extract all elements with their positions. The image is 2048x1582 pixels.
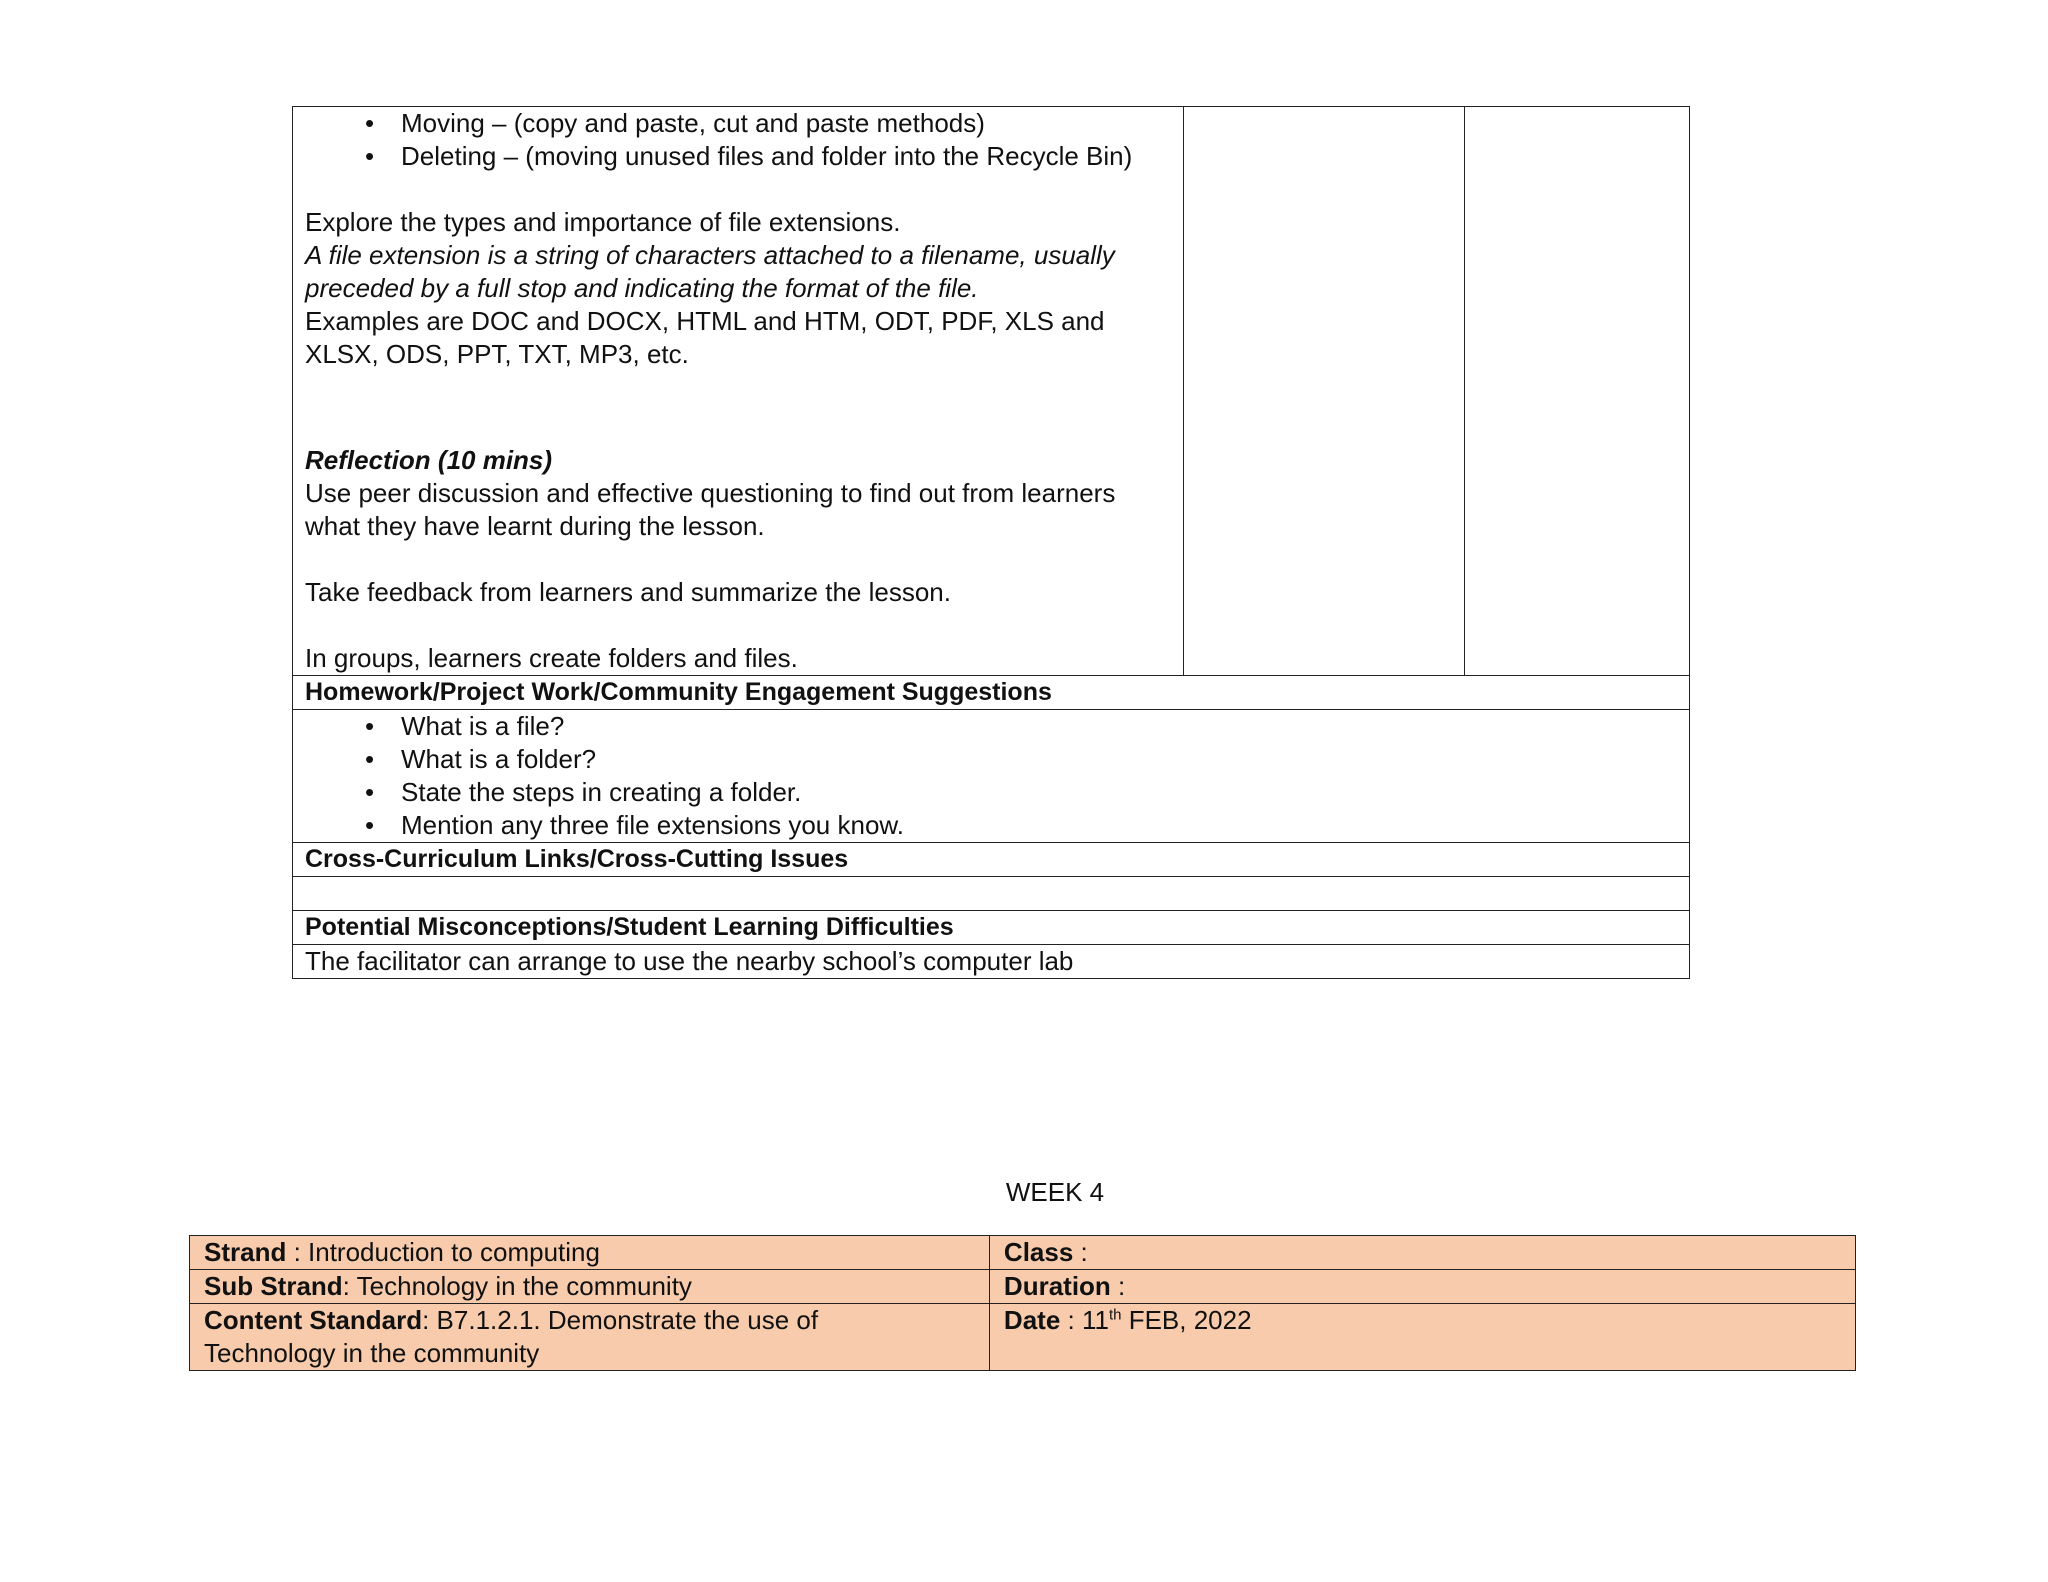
lesson-activities-cell: [293, 107, 1184, 676]
lesson-table: [292, 106, 1690, 979]
definition-line: A file extension is a string of characters attached to a filename, usually: [305, 240, 1115, 270]
list-item: • State the steps in creating a folder.: [365, 776, 1677, 809]
date-ordinal: th: [1108, 1306, 1122, 1324]
date-label: Date: [1003, 1305, 1061, 1335]
duration-cell: [989, 1270, 1855, 1304]
content-standard-value: : B7.1.2.1. Demonstrate the use of: [422, 1305, 819, 1335]
definition-line: preceded by a full stop and indicating the format of the file.: [305, 273, 979, 303]
sub-strand-cell: [190, 1270, 990, 1304]
date-cell: [989, 1304, 1855, 1371]
strand-cell: [190, 1236, 990, 1270]
lesson-info-table: [189, 1235, 1856, 1371]
feedback-line: Take feedback from learners and summarize the lesson.: [305, 577, 951, 607]
sub-strand-label: Sub Strand: [204, 1271, 343, 1301]
class-value: :: [1073, 1237, 1088, 1267]
info-row-strand: [190, 1236, 1856, 1270]
sub-strand-value: : Technology in the community: [342, 1271, 692, 1301]
resources-cell: [1184, 107, 1465, 676]
spacer: [305, 609, 1171, 642]
reflection-line: what they have learnt during the lesson.: [305, 511, 765, 541]
content-standard-value-cont: Technology in the community: [204, 1338, 540, 1368]
list-item: • Deleting – (moving unused files and folder into the Recycle Bin): [365, 140, 1171, 173]
strand-label: Strand: [204, 1237, 287, 1267]
list-item: • What is a file?: [365, 710, 1677, 743]
class-cell: [989, 1236, 1855, 1270]
assessment-cell: [1465, 107, 1690, 676]
misconceptions-heading: Potential Misconceptions/Student Learning Difficulties: [293, 911, 1690, 945]
explore-line: Explore the types and importance of file extensions.: [305, 207, 901, 237]
homework-heading-row: [293, 676, 1690, 710]
misconceptions-content: The facilitator can arrange to use the nearby school’s computer lab: [293, 945, 1690, 979]
week-title: WEEK 4: [1005, 1177, 1105, 1207]
info-row-sub-strand: [190, 1270, 1856, 1304]
misconceptions-heading-row: [293, 911, 1690, 945]
strand-value: : Introduction to computing: [286, 1237, 600, 1267]
info-row-content-standard: [190, 1304, 1856, 1371]
reflection-heading: Reflection (10 mins): [305, 445, 553, 475]
examples-line: Examples are DOC and DOCX, HTML and HTM, ODT, PDF, XLS and: [305, 306, 1105, 336]
reflection-line: Use peer discussion and effective questioning to find out from learners: [305, 478, 1116, 508]
spacer: [305, 173, 1171, 206]
date-rest: FEB, 2022: [1121, 1305, 1252, 1335]
moving-deleting-list: [305, 107, 1171, 173]
class-label: Class: [1003, 1237, 1074, 1267]
list-item: • What is a folder?: [365, 743, 1677, 776]
list-item: • Mention any three file extensions you know.: [365, 809, 1677, 842]
misconceptions-content-row: [293, 945, 1690, 979]
duration-value: :: [1110, 1271, 1126, 1301]
content-standard-label: Content Standard: [204, 1305, 423, 1335]
list-item: • Moving – (copy and paste, cut and paste methods): [365, 107, 1171, 140]
spacer: [305, 543, 1171, 576]
cross-curriculum-heading-row: [293, 843, 1690, 877]
cross-curriculum-content-row: [293, 877, 1690, 911]
groups-line: In groups, learners create folders and files.: [305, 643, 798, 673]
date-day: : 11: [1060, 1305, 1109, 1335]
spacer: [305, 371, 1171, 444]
homework-list: [305, 710, 1677, 842]
cross-curriculum-heading: Cross-Curriculum Links/Cross-Cutting Issues: [293, 843, 1690, 877]
duration-label: Duration: [1003, 1271, 1111, 1301]
cross-curriculum-content: [293, 877, 1690, 911]
lesson-activities-row: [293, 107, 1690, 676]
homework-items-cell: [293, 710, 1690, 843]
homework-items-row: [293, 710, 1690, 843]
homework-heading: Homework/Project Work/Community Engagement Suggestions: [293, 676, 1690, 710]
content-standard-cell: [190, 1304, 990, 1371]
examples-line: XLSX, ODS, PPT, TXT, MP3, etc.: [305, 339, 689, 369]
